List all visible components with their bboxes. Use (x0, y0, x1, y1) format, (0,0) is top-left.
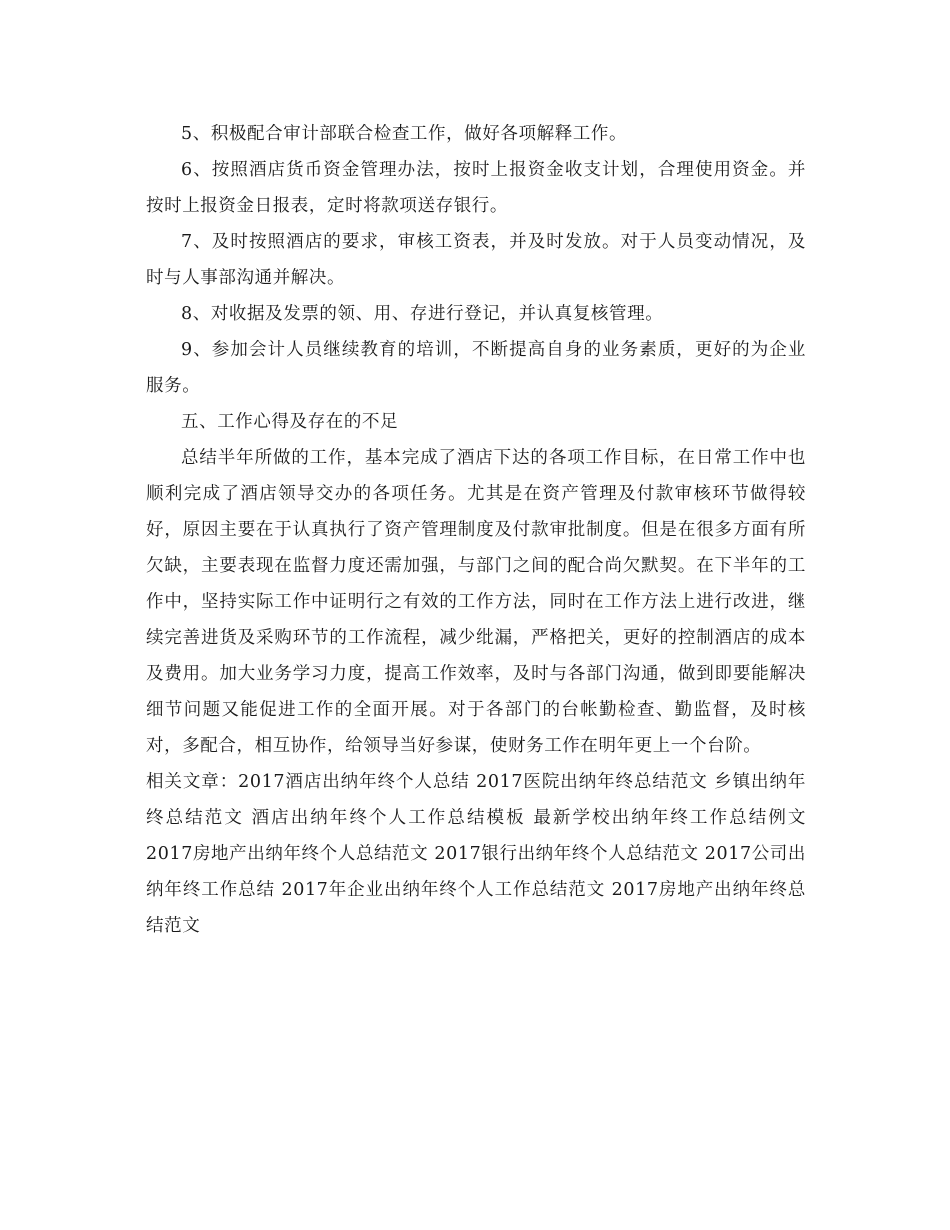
paragraph-item-9: 9、参加会计人员继续教育的培训，不断提高自身的业务素质，更好的为企业服务。 (146, 340, 806, 396)
section-heading: 五、工作心得及存在的不足 (181, 412, 399, 432)
document-body (146, 116, 806, 944)
paragraph-item-6: 6、按照酒店货币资金管理办法，按时上报资金收支计划，合理使用资金。并按时上报资金日报表，定时将款项送存银行。 (146, 160, 806, 216)
summary-paragraph: 总结半年所做的工作，基本完成了酒店下达的各项工作目标，在日常工作中也顺利完成了酒店领导交办的各项任务。尤其是在资产管理及付款审核环节做得较好，原因主要在于认真执行了资产管理制度及付款审批制度。但是在很多方面有所欠缺，主要表现在监督力度还需加强，与部门之间的配合尚欠默契。在下半年的工作中，坚持实际工作中证明行之有效的工作方法，同时在工作方法上进行改进，继续完善进货及采购环节的工作流程，减少纰漏，严格把关，更好的控制酒店的成本及费用。加大业务学习力度，提高工作效率，及时与各部门沟通，做到即要能解决细节问题又能促进工作的全面开展。对于各部门的台帐勤检查、勤监督，及时核对，多配合，相互协作，给领导当好参谋，使财务工作在明年更上一个台阶。 (146, 448, 806, 756)
paragraph-item-8: 8、对收据及发票的领、用、存进行登记，并认真复核管理。 (181, 304, 664, 324)
related-articles: 相关文章：2017酒店出纳年终个人总结 2017医院出纳年终总结范文 乡镇出纳年终总结范文 酒店出纳年终个人工作总结模板 最新学校出纳年终工作总结例文 2017房地产出纳年终个人总结范文 2017银行出纳年终个人总结范文 2017公司出纳年终工作总结 2017年企业出纳年终个人工作总结范文 2017房地产出纳年终总结范文 (146, 772, 806, 936)
paragraph-item-7: 7、及时按照酒店的要求，审核工资表，并及时发放。对于人员变动情况，及时与人事部沟通并解决。 (146, 232, 806, 288)
paragraph-item-5: 5、积极配合审计部联合检查工作，做好各项解释工作。 (181, 124, 628, 144)
